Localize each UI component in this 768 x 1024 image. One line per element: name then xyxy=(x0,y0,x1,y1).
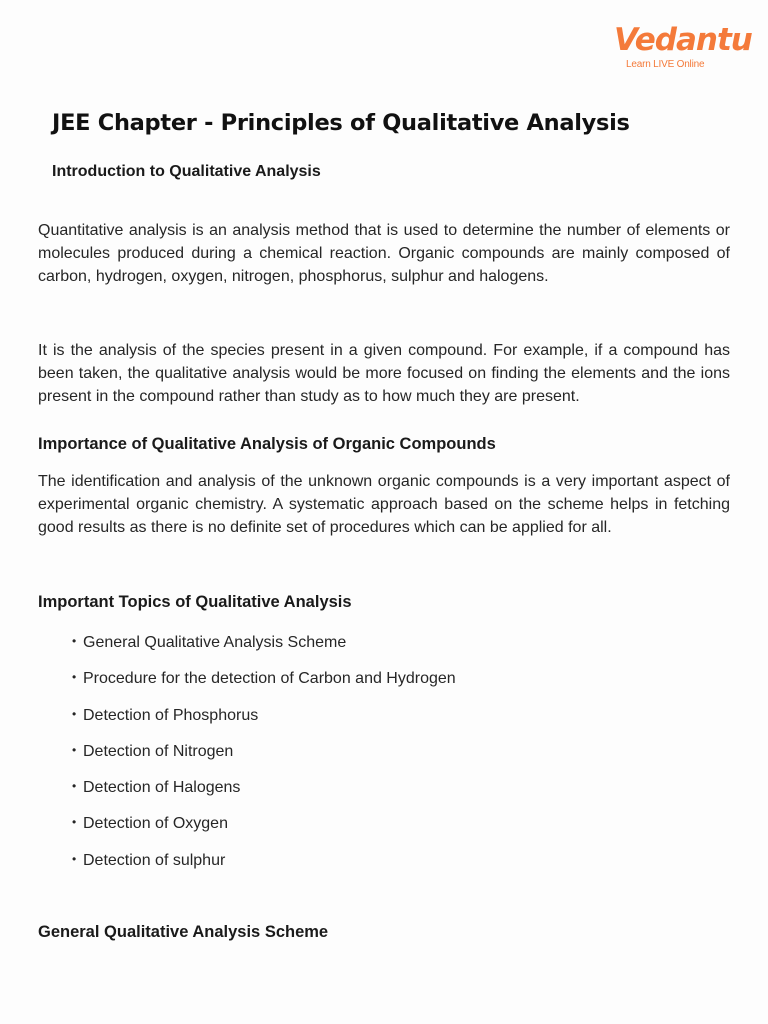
topic-label: Procedure for the detection of Carbon and Hydrogen xyxy=(83,670,456,688)
intro-paragraph-1: Quantitative analysis is an analysis method that is used to determine the number of elements or molecules produced during a chemical reaction. Organic compounds are mainly composed of carbon, hydrogen, oxygen, nitrogen, phosphorus, sulphur and halogens. xyxy=(38,222,730,286)
list-item xyxy=(72,666,456,702)
bullet: • xyxy=(72,706,77,721)
topic-label: General Qualitative Analysis Scheme xyxy=(83,634,347,651)
topics-list xyxy=(72,630,456,884)
page-title: JEE Chapter - Principles of Qualitative Analysis xyxy=(52,110,630,136)
list-item xyxy=(72,848,456,884)
topic-label: Detection of Phosphorus xyxy=(83,706,259,724)
logo-wordmark: Vedantu xyxy=(614,22,752,58)
list-item xyxy=(72,630,456,666)
bullet: • xyxy=(72,670,77,685)
topic-label: Detection of sulphur xyxy=(83,851,226,869)
bullet: • xyxy=(72,815,77,830)
bullet: • xyxy=(72,851,77,866)
topic-label: Detection of Halogens xyxy=(83,779,241,797)
topic-label: Detection of Oxygen xyxy=(83,815,228,833)
logo-tagline: Learn LIVE Online xyxy=(626,59,705,70)
bullet: • xyxy=(72,634,77,648)
topic-label: Detection of Nitrogen xyxy=(83,742,234,760)
list-item xyxy=(72,703,456,739)
intro-paragraph-2: It is the analysis of the species present in a given compound. For example, if a compound has been taken, the qualitative analysis would be more focused on finding the elements and the ions present in the compound rather than study as to how much they are present. xyxy=(38,342,730,406)
bullet: • xyxy=(72,779,77,794)
list-item xyxy=(72,775,456,811)
topics-heading: Important Topics of Qualitative Analysis xyxy=(38,593,352,611)
intro-heading: Introduction to Qualitative Analysis xyxy=(52,163,321,180)
importance-paragraph: The identification and analysis of the unknown organic compounds is a very important aspect of experimental organic chemistry. A systematic approach based on the scheme helps in fetching good results as there is no definite set of procedures which can be applied for all. xyxy=(38,473,730,537)
bullet: • xyxy=(72,742,77,757)
list-item xyxy=(72,811,456,847)
scheme-heading: General Qualitative Analysis Scheme xyxy=(38,923,329,941)
importance-heading: Importance of Qualitative Analysis of Organic Compounds xyxy=(38,435,496,453)
list-item xyxy=(72,739,456,775)
vedantu-logo xyxy=(612,22,752,72)
